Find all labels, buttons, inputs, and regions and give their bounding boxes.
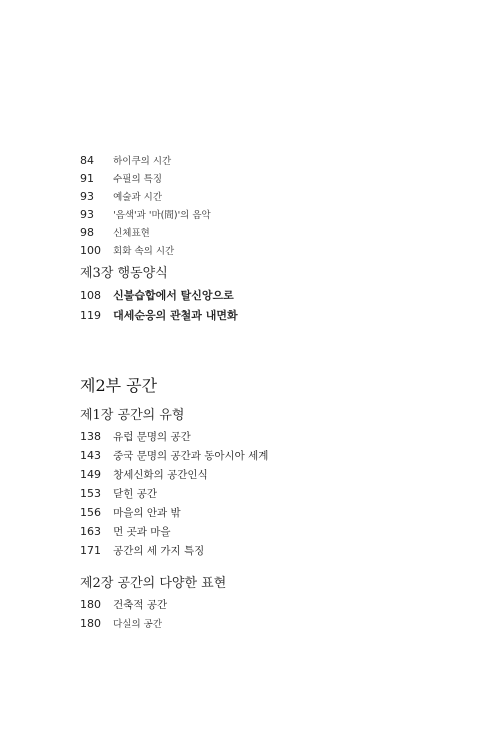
page-number: 91 — [80, 172, 94, 185]
page-number: 149 — [80, 468, 101, 481]
entry-title: 마을의 안과 밖 — [113, 507, 181, 519]
entry-title: 신불습합에서 탈신앙으로 — [113, 289, 234, 302]
entry-title: 하이쿠의 시간 — [113, 156, 172, 167]
page-number: 138 — [80, 430, 101, 443]
page-number: 108 — [80, 289, 101, 302]
page-number: 180 — [80, 617, 101, 630]
entry-title: 회화 속의 시간 — [113, 246, 175, 257]
entry-title: 대세순응의 관철과 내면화 — [113, 309, 238, 322]
toc-entry — [80, 286, 234, 302]
page-number: 100 — [80, 244, 101, 257]
page-number: 143 — [80, 449, 101, 462]
page-number: 98 — [80, 226, 94, 239]
page-number: 153 — [80, 487, 101, 500]
entry-title: 먼 곳과 마을 — [113, 526, 171, 538]
page-number: 93 — [80, 208, 94, 221]
toc-entry — [80, 223, 150, 239]
entry-title: 닫힌 공간 — [113, 488, 158, 500]
entry-title: 유럽 문명의 공간 — [113, 431, 191, 443]
toc-entry — [80, 503, 181, 519]
entry-title: 건축적 공간 — [113, 599, 168, 611]
page-number: 119 — [80, 309, 101, 322]
part-heading: 제2부 공간 — [80, 376, 158, 395]
toc-entry — [80, 522, 170, 538]
page-number: 180 — [80, 598, 101, 611]
toc-entry — [80, 151, 171, 167]
chapter-heading: 제2장 공간의 다양한 표현 — [80, 576, 227, 591]
toc-entry — [80, 541, 204, 557]
entry-title: 공간의 세 가지 특징 — [113, 545, 205, 557]
toc-entry — [80, 595, 167, 611]
toc-entry — [80, 169, 162, 185]
toc-entry — [80, 241, 174, 257]
entry-title: 수필의 특징 — [113, 174, 162, 185]
toc-entry — [80, 205, 211, 221]
toc-entry — [80, 484, 157, 500]
entry-title: 신체표현 — [113, 228, 150, 239]
toc-entry — [80, 614, 162, 630]
toc-entry — [80, 427, 191, 443]
chapter-heading: 제1장 공간의 유형 — [80, 408, 185, 423]
toc-entry — [80, 187, 162, 203]
page-number: 93 — [80, 190, 94, 203]
page-number: 163 — [80, 525, 101, 538]
entry-title: 예술과 시간 — [113, 192, 162, 203]
page-number: 156 — [80, 506, 101, 519]
toc-entry — [80, 446, 268, 462]
entry-title: 다실의 공간 — [113, 619, 162, 630]
entry-title: 창세신화의 공간인식 — [113, 469, 208, 481]
chapter-heading: 제3장 행동양식 — [80, 266, 168, 281]
entry-title: 중국 문명의 공간과 동아시아 세계 — [113, 450, 269, 462]
entry-title: '음색'과 '마(間)'의 음악 — [113, 210, 211, 221]
page-number: 171 — [80, 544, 101, 557]
toc-entry — [80, 465, 208, 481]
toc-entry — [80, 306, 238, 322]
page-number: 84 — [80, 154, 94, 167]
